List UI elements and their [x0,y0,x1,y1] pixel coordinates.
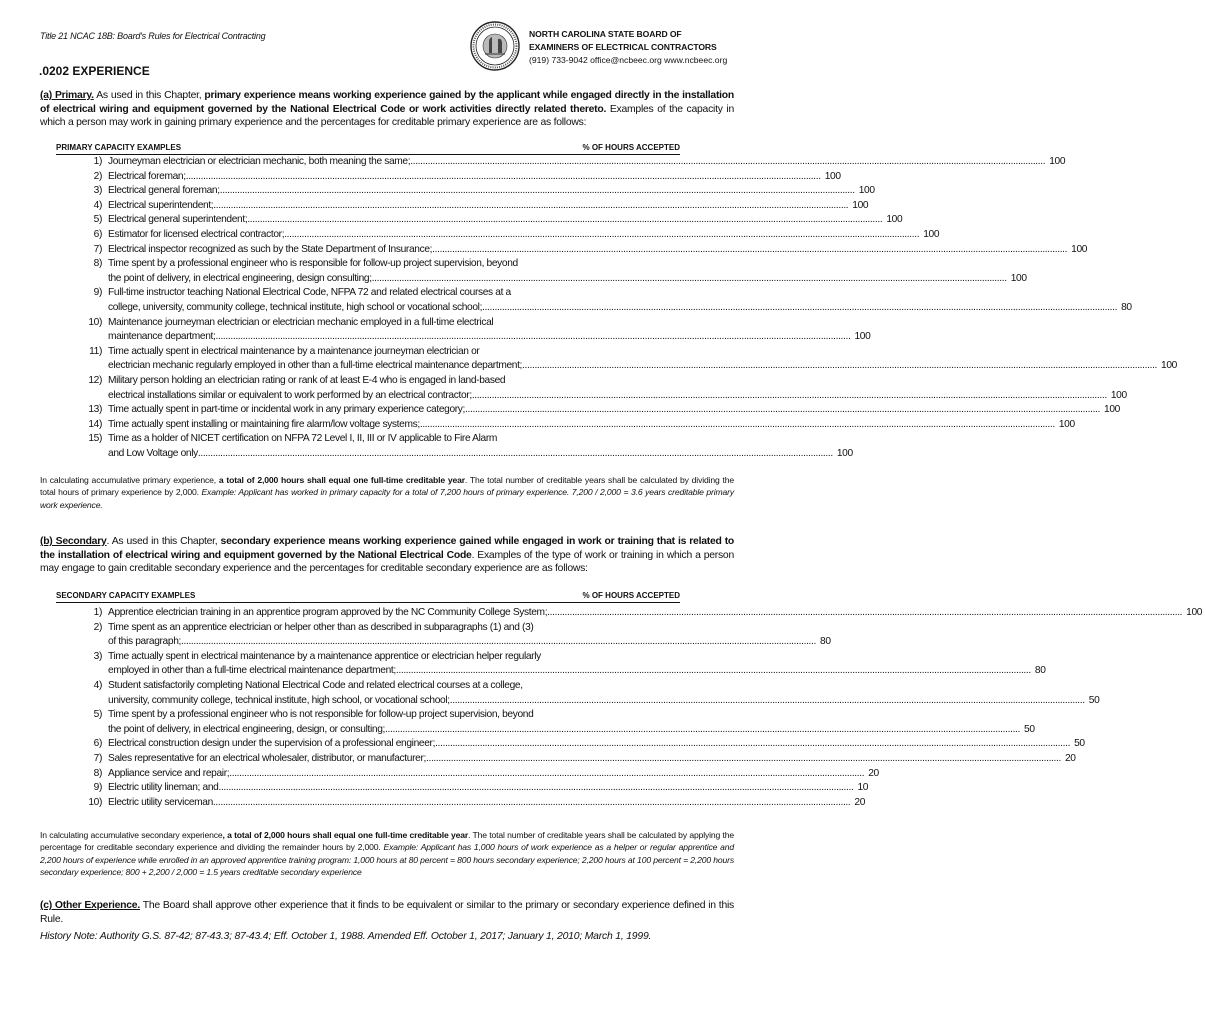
dot-leader [410,155,1045,170]
secondary-note-a: In calculating accumulative secondary experience [40,830,223,840]
list-item [56,155,1066,170]
item-body [108,606,1206,621]
item-line [108,257,1031,272]
item-number: 4) [93,679,102,691]
list-item [56,767,879,782]
item-line [108,345,1181,360]
item-line [108,606,1206,621]
item-line [108,403,1124,418]
item-line [108,359,1181,374]
item-text: college, university, community college, technical institute, high school or vocational school; [108,301,483,313]
item-text: Journeyman electrician or electrician mechanic, both meaning the same; [108,156,411,167]
secondary-definition: secondary experience means working experience gained while engaged in work or training that is related to the installation of electrical wiring and equipment governed by the National Electrical Code [40,536,735,561]
list-item [56,432,853,461]
item-body [108,432,857,461]
item-number: 8) [93,258,102,270]
dot-leader [385,723,1020,738]
item-body [108,781,877,796]
other-experience [40,899,734,926]
board-name-line1: NORTH CAROLINA STATE BOARD OF [529,29,682,39]
secondary-table-header [56,591,680,603]
item-line [108,781,877,796]
document-reference: Title 21 NCAC 18B: Board's Rules for Electrical Contracting [40,31,266,41]
dot-leader [372,272,1007,287]
dot-leader [247,213,882,228]
rule-title: .0202 EXPERIENCE [39,64,150,78]
dot-leader [396,664,1031,679]
item-body [108,199,872,214]
dot-leader [432,243,1067,258]
item-line [108,286,1141,301]
dot-leader [220,184,855,199]
item-line [108,316,874,331]
item-line [108,301,1141,316]
percent-value: 80 [1034,665,1046,677]
item-text: electrician mechanic regularly employed in other than a full-time electrical maintenance department; [108,360,523,372]
dot-leader [465,403,1100,418]
item-text: of this paragraph; [108,636,181,648]
item-line [108,199,872,214]
item-text: electrical installations similar or equivalent to work performed by an electrical contractor; [108,389,472,401]
item-number: 6) [93,228,102,240]
dot-leader [547,606,1182,621]
percent-value: 100 [1049,156,1066,167]
item-text: Electrical foreman; [108,170,186,182]
list-item [56,781,869,796]
item-body [108,155,1069,170]
percent-value: 100 [1071,243,1088,255]
item-body [108,752,1085,767]
item-line [108,243,1091,258]
item-line [108,679,1109,694]
item-body [108,286,1141,315]
list-item [56,679,1100,708]
percent-value: 100 [836,447,853,459]
item-text: and Low Voltage only [108,447,198,459]
item-line [108,170,845,185]
state-seal-logo [468,20,522,72]
item-line [108,447,857,462]
list-item [56,213,903,228]
list-item [56,374,1127,403]
percent-value: 20 [854,796,866,808]
item-line [108,418,1079,433]
item-body [108,316,874,345]
item-text: Student satisfactorily completing National Electrical Code and related electrical courses at a college, [108,679,523,691]
item-body [108,213,906,228]
item-text: Appliance service and repair; [108,767,230,779]
item-line [108,694,1109,709]
percent-value: 100 [1058,418,1075,430]
percent-value: 10 [857,782,869,794]
item-line [108,184,879,199]
item-text: Military person holding an electrician rating or rank of at least E-4 who is engaged in land-based [108,374,506,386]
item-number: 6) [93,738,102,750]
list-item [56,345,1177,374]
item-body [108,418,1079,433]
list-item [56,752,1076,767]
item-text: Electrical inspector recognized as such by the State Department of Insurance; [108,243,433,255]
item-text: Full-time instructor teaching National Electrical Code, NFPA 72 and related electrical courses at a [108,287,511,299]
secondary-list [56,606,1203,810]
item-text: Electrical general superintendent; [108,214,248,226]
primary-intro [40,89,734,130]
item-line [108,635,840,650]
item-number: 9) [93,287,102,299]
secondary-label: (b) Secondary [40,536,107,547]
item-body [108,184,879,199]
primary-intro-text-a: As used in this Chapter, [93,90,205,101]
item-text: Estimator for licensed electrical contractor; [108,228,285,240]
board-name-line2: EXAMINERS OF ELECTRICAL CONTRACTORS [529,42,717,52]
item-line [108,664,1055,679]
item-text: Electric utility lineman; and [108,782,219,794]
item-text: Time as a holder of NICET certification on NFPA 72 Level I, II, III or IV applicable to Fire Alarm [108,433,498,445]
item-number: 5) [93,709,102,721]
list-item [56,737,1085,752]
item-body [108,345,1181,374]
percent-value: 100 [854,331,871,343]
percent-value: 100 [824,170,841,182]
item-line [108,752,1085,767]
secondary-calculation-note [40,829,734,879]
item-number: 1) [93,607,102,618]
percent-value: 100 [1186,607,1203,618]
item-number: 7) [93,243,102,255]
percent-value: 20 [1064,752,1076,764]
item-number: 3) [93,650,102,662]
item-body [108,257,1031,286]
dot-leader [186,170,821,185]
list-item [56,403,1120,418]
percent-value: 100 [1010,272,1027,284]
percent-value: 50 [1088,694,1100,706]
dot-leader [472,389,1107,404]
item-text: Time actually spent in part-time or incidental work in any primary experience category; [108,404,466,416]
item-text: Time actually spent in electrical maintenance by a maintenance apprentice or electrician helper regularly [108,650,541,662]
list-item [56,199,869,214]
item-number: 10) [88,796,102,808]
item-line [108,374,1131,389]
item-line [108,767,888,782]
primary-list [56,155,1177,461]
item-number: 2) [93,621,102,633]
item-line [108,796,874,811]
percent-value: 100 [886,214,903,226]
item-number: 9) [93,782,102,794]
primary-calculation-note [40,474,734,511]
item-body [108,737,1094,752]
item-number: 10) [88,316,102,328]
dot-leader [426,752,1061,767]
item-text: Time spent as an apprentice electrician or helper other than as described in subparagraphs (1) and (3) [108,621,534,633]
item-number: 4) [93,199,102,211]
percent-value: 80 [820,636,831,648]
secondary-note-bold: , a total of 2,000 hours shall equal one full-time creditable year [222,830,469,840]
item-text: maintenance department; [108,331,216,343]
dot-leader [215,330,850,345]
secondary-col-right: % OF HOURS ACCEPTED [582,591,680,600]
item-number: 1) [93,156,102,167]
list-item [56,170,841,185]
dot-leader [284,228,919,243]
secondary-intro-text-b: . Examples of the type of work or training in which a person may engage to gain creditable secondary experience and the percentages for creditable secondary experience are as follows: [40,549,734,575]
item-body [108,796,874,811]
list-item [56,418,1075,433]
item-body [108,170,845,185]
list-item [56,621,831,650]
item-text: Maintenance journeyman electrician or electrician mechanic employed in a full-time electrical [108,316,494,328]
item-text: the point of delivery, in electrical engineering, design, or consulting; [108,723,386,735]
item-number: 14) [88,418,102,430]
dot-leader [229,767,864,782]
item-text: Electric utility serviceman. [108,796,216,808]
list-item [56,286,1132,315]
item-number: 2) [93,170,102,182]
item-line [108,432,857,447]
item-line [108,155,1069,170]
percent-value: 100 [852,199,869,211]
list-item [56,228,940,243]
item-body [108,374,1131,403]
item-line [108,723,1044,738]
item-text: Sales representative for an electrical wholesaler, distributor, or manufacturer; [108,752,426,764]
item-text: Electrical superintendent; [108,199,214,211]
primary-note-a: In calculating accumulative primary experience, [40,475,219,485]
list-item [56,184,875,199]
primary-label: (a) Primary. [40,90,94,101]
item-line [108,213,906,228]
item-text: employed in other than a full-time electrical maintenance department; [108,665,396,677]
item-number: 15) [88,433,102,445]
item-body [108,403,1124,418]
dot-leader [522,359,1157,374]
item-body [108,621,840,650]
board-info [529,28,727,67]
item-text: Electrical general foreman; [108,185,220,197]
dot-leader [435,737,1070,752]
item-body [108,650,1055,679]
item-number: 3) [93,185,102,197]
dot-leader [450,694,1085,709]
item-text: Apprentice electrician training in an apprentice program approved by the NC Community College System; [108,607,548,618]
percent-value: 100 [1104,404,1120,416]
primary-definition: primary experience means working experience gained by the applicant while engaged directly in the installation of electrical wiring and equipment governed by the National Electrical Code or work activities directly related thereto. [40,90,734,115]
item-number: 8) [93,767,102,779]
secondary-intro-text-a: . As used in this Chapter, [106,536,221,547]
list-item [56,316,871,345]
list-item [56,650,1046,679]
item-body [108,708,1044,737]
history-note: History Note: Authority G.S. 87-42; 87-43.3; 87-43.4; Eff. October 1, 1988. Amended Eff. October 1, 2017; January 1, 2010; March 1, 1999. [40,931,652,942]
item-text: Time spent by a professional engineer who is responsible for follow-up project supervision, beyond [108,258,518,270]
item-body [108,767,888,782]
list-item [56,257,1027,286]
percent-value: 100 [858,185,875,197]
item-body [108,228,943,243]
percent-value: 80 [1121,301,1132,313]
item-text: Time actually spent in electrical maintenance by a maintenance journeyman electrician or [108,345,480,357]
item-number: 7) [93,752,102,764]
item-number: 11) [89,345,102,357]
percent-value: 50 [1024,723,1035,735]
board-contact: (919) 733-9042 office@ncbeec.org www.ncbeec.org [529,55,728,65]
other-text: The Board shall approve other experience that it finds to be equivalent or similar to the primary or secondary experience defined in this Rule. [40,900,734,925]
item-body [108,679,1109,708]
dot-leader [215,796,850,811]
item-line [108,650,1055,665]
primary-col-right: % OF HOURS ACCEPTED [582,143,680,152]
percent-value: 20 [868,767,879,779]
primary-note-bold: a total of 2,000 hours shall equal one full-time creditable year [218,475,465,485]
list-item [56,606,1203,621]
item-number: 13) [88,404,102,416]
dot-leader [420,418,1055,433]
percent-value: 100 [1161,360,1177,372]
primary-table-header [56,143,680,155]
percent-value: 100 [923,228,940,240]
item-line [108,330,874,345]
secondary-note-example: Example: Applicant has 1,000 hours of work experience as a helper or regular apprentice and 2,200 hours of experience while enrolled in an approved apprentice training program: 1,000 hours at 80 percent = 800 hours secondary experience; 2,200 hours at 100 percent = 2,200 hours secondary experience; 800 + 2,200 / 2,000 = 1.5 years creditable secondary experience [40,842,735,878]
dot-leader [198,447,833,462]
percent-value: 100 [1110,389,1127,401]
list-item [56,708,1035,737]
item-line [108,737,1094,752]
item-text: Electrical construction design under the supervision of a professional engineer; [108,738,436,750]
item-number: 12) [88,374,102,386]
list-item [56,243,1088,258]
item-text: Time spent by a professional engineer who is not responsible for follow-up project supervision, beyond [108,709,534,721]
primary-note-example: Example: Applicant has worked in primary capacity for a total of 7,200 hours of primary experience. 7,200 / 2,000 = 3.6 years creditable primary work experience. [40,487,734,510]
item-line [108,708,1044,723]
secondary-note-b: . The total number of creditable years shall be calculated by applying the percentage for creditable secondary experience and dividing the remainder hours by 2,000. [40,830,735,853]
item-body [108,243,1091,258]
primary-note-b: . The total number of creditable years shall be calculated by dividing the total hours of primary experience by 2,000. [40,475,734,498]
item-line [108,228,943,243]
other-label: (c) Other Experience. [40,900,140,911]
primary-intro-text-b: Examples of the capacity in which a person may work in gaining primary experience and the percentages for creditable primary experience are as follows: [40,103,734,129]
secondary-intro [40,535,734,576]
item-number: 5) [93,214,102,226]
percent-value: 50 [1074,738,1085,750]
item-line [108,621,840,636]
dot-leader [213,199,848,214]
item-text: university, community college, technical institute, high school, or vocational school; [108,694,450,706]
dot-leader [218,781,853,796]
dot-leader [181,635,816,650]
item-line [108,389,1131,404]
primary-col-left: PRIMARY CAPACITY EXAMPLES [56,143,182,152]
list-item [56,796,866,811]
item-text: Time actually spent installing or maintaining fire alarm/low voltage systems; [108,418,420,430]
item-line [108,272,1031,287]
item-text: the point of delivery, in electrical engineering, design consulting; [108,272,372,284]
secondary-col-left: SECONDARY CAPACITY EXAMPLES [56,591,196,600]
dot-leader [482,301,1117,316]
